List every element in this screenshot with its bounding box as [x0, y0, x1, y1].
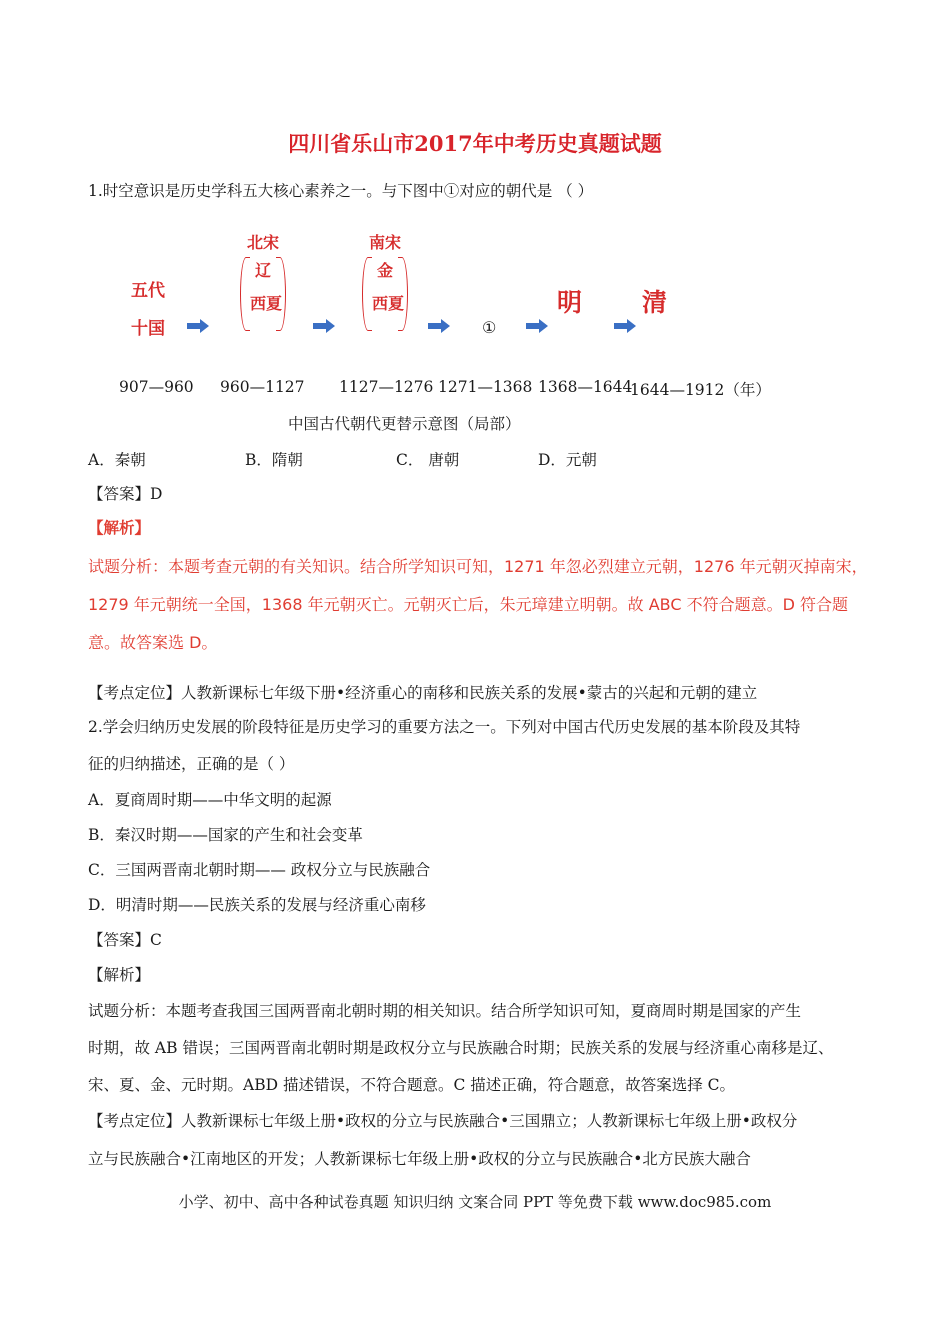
- q1-answer: 【答案】D: [88, 485, 163, 503]
- bracket-group-2: [362, 257, 408, 331]
- q1-option-b: B．隋朝: [245, 451, 303, 469]
- right-bracket-icon: [276, 257, 286, 331]
- arrow-icon: [313, 320, 335, 332]
- right-bracket-icon: [398, 257, 408, 331]
- q1-analysis-line-3: 意。故答案选 D。: [88, 633, 218, 652]
- arrow-icon: [614, 320, 636, 332]
- year-yuan: 1271—1368: [438, 378, 533, 396]
- q2-stem-line-1: 2.学会归纳历史发展的阶段特征是历史学习的重要方法之一。下列对中国古代历史发展的基本阶段及其特: [88, 718, 801, 736]
- q1-analysis-line-2: 1279 年元朝统一全国，1368 年元朝灭亡。元朝灭亡后，朱元璋建立明朝。故 ABC 不符合题意。D 符合题: [88, 595, 849, 614]
- arrow-icon: [187, 320, 209, 332]
- q1-option-a: A．秦朝: [88, 451, 146, 469]
- q2-kaodian-line-1: 【考点定位】人教新课标七年级上册•政权的分立与民族融合•三国鼎立；人教新课标七年级上册•政权分: [88, 1112, 798, 1130]
- label-beisong: 北宋: [247, 233, 280, 252]
- q1-kaodian: 【考点定位】人教新课标七年级下册•经济重心的南移和民族关系的发展•蒙古的兴起和元朝的建立: [88, 684, 758, 702]
- label-jin: 金: [376, 261, 393, 280]
- label-shiguo: 十国: [131, 319, 165, 339]
- bracket-group-1: [240, 257, 286, 331]
- year-beisong: 960—1127: [220, 378, 305, 396]
- q1-analysis-line-1: 试题分析：本题考查元朝的有关知识。结合所学知识可知，1271 年忽必烈建立元朝，1276 年元朝灭掉南宋，: [88, 557, 868, 576]
- q2-analysis-heading: 【解析】: [88, 966, 151, 984]
- diagram-caption: 中国古代朝代更替示意图（局部）: [288, 415, 521, 433]
- year-nansong: 1127—1276: [339, 378, 434, 396]
- arrow-icon: [526, 320, 548, 332]
- q1-stem: 1.时空意识是历史学科五大核心素养之一。与下图中①对应的朝代是 （ ）: [88, 182, 594, 200]
- year-qing: 1644—1912（年）: [630, 381, 771, 399]
- q2-stem-line-2: 征的归纳描述，正确的是（ ）: [88, 755, 295, 773]
- left-bracket-icon: [240, 257, 250, 331]
- q2-kaodian-line-2: 立与民族融合•江南地区的开发；人教新课标七年级上册•政权的分立与民族融合•北方民族大融合: [88, 1150, 751, 1168]
- q2-option-c: C．三国两晋南北朝时期—— 政权分立与民族融合: [88, 861, 431, 879]
- label-liao: 辽: [254, 261, 271, 280]
- q2-analysis-line-2: 时期，故 AB 错误；三国两晋南北朝时期是政权分立与民族融合时期；民族关系的发展与经济重心南移是辽、: [88, 1039, 834, 1057]
- label-qing: 清: [642, 288, 668, 317]
- q2-option-d: D．明清时期——民族关系的发展与经济重心南移: [88, 896, 426, 914]
- q2-answer: 【答案】C: [88, 931, 162, 949]
- arrow-icon: [428, 320, 450, 332]
- label-ming: 明: [557, 288, 583, 317]
- left-bracket-icon: [362, 257, 372, 331]
- label-circle-one: ①: [482, 318, 497, 337]
- label-xixia-2: 西夏: [372, 294, 405, 313]
- label-nansong: 南宋: [369, 233, 402, 252]
- page-title: 四川省乐山市2017年中考历史真题试题: [288, 131, 662, 156]
- q2-analysis-line-3: 宋、夏、金、元时期。ABD 描述错误，不符合题意。C 描述正确，符合题意，故答案选择 C。: [88, 1076, 736, 1094]
- page-footer: 小学、初中、高中各种试卷真题 知识归纳 文案合同 PPT 等免费下载 www.doc985.com: [178, 1193, 772, 1211]
- year-wudai: 907—960: [119, 378, 194, 396]
- year-ming: 1368—1644: [538, 378, 633, 396]
- q2-option-b: B．秦汉时期——国家的产生和社会变革: [88, 826, 363, 844]
- q1-option-d: D．元朝: [538, 451, 597, 469]
- q1-option-c: C． 唐朝: [396, 451, 460, 469]
- label-xixia-1: 西夏: [250, 294, 283, 313]
- label-wudai: 五代: [131, 281, 165, 301]
- q2-option-a: A．夏商周时期——中华文明的起源: [88, 791, 332, 809]
- q2-analysis-line-1: 试题分析：本题考查我国三国两晋南北朝时期的相关知识。结合所学知识可知，夏商周时期是国家的产生: [88, 1002, 802, 1020]
- q1-analysis-heading: 【解析】: [88, 518, 151, 537]
